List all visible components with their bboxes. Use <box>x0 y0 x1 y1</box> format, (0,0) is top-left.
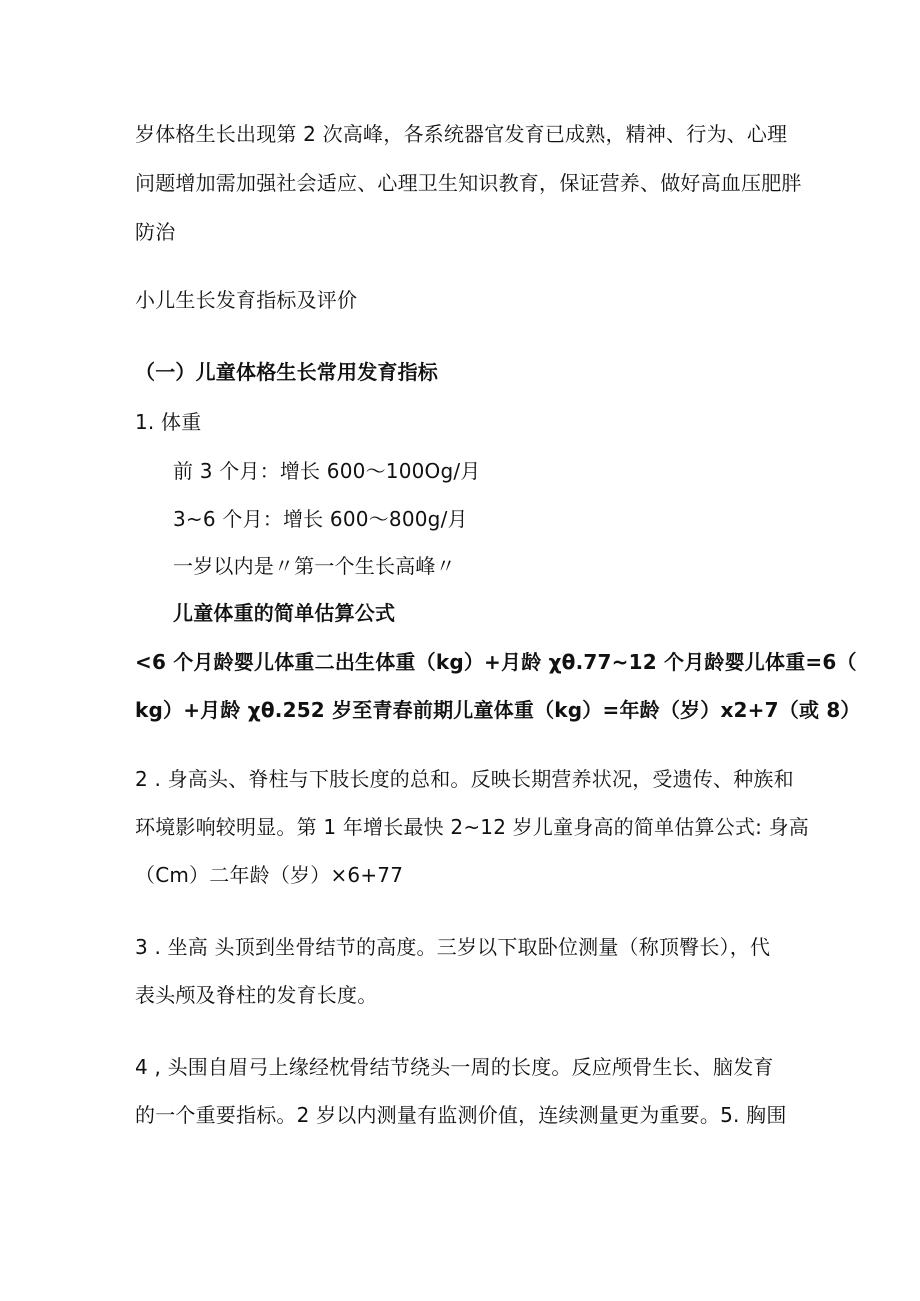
height-line-2: 环境影响较明显。第 1 年增长最快 2~12 岁儿童身高的简单估算公式: 身高 <box>135 815 809 839</box>
weight-item-1: 前 3 个月：增长 600～100Og/月 <box>173 459 481 483</box>
subsection-title: （一）儿童体格生长常用发育指标 <box>135 360 438 384</box>
height-line-1: 2 . 身高头、脊柱与下肢长度的总和。反映长期营养状况，受遗传、种族和 <box>135 767 794 791</box>
weight-formula-line-2: kg）+月龄 χθ.252 岁至青春前期儿童体重（kg）=年龄（岁）x2+7（或 8） <box>135 698 861 722</box>
head-circumference-line-2: 的一个重要指标。2 岁以内测量有监测价值，连续测量更为重要。5. 胸围 <box>135 1103 787 1127</box>
intro-line-1: 岁体格生长出现第 2 次高峰，各系统器官发育已成熟，精神、行为、心理 <box>135 122 788 146</box>
weight-item-2: 3~6 个月：增长 600～800g/月 <box>173 507 468 531</box>
weight-item-3: 一岁以内是〃第一个生长高峰〃 <box>173 554 456 578</box>
intro-line-3: 防治 <box>135 220 176 244</box>
weight-heading: 1. 体重 <box>135 410 202 434</box>
weight-formula-line-1: <6 个月龄婴儿体重二出生体重（kg）+月龄 χθ.77~12 个月龄婴儿体重=6（ <box>135 650 857 674</box>
section-title: 小儿生长发育指标及评价 <box>135 288 358 312</box>
weight-formula-title: 儿童体重的简单估算公式 <box>173 601 396 625</box>
height-line-3: （Cm）二年龄（岁）×6+77 <box>135 863 404 887</box>
head-circumference-line-1: 4 , 头围自眉弓上缘经枕骨结节绕头一周的长度。反应颅骨生长、脑发育 <box>135 1055 774 1079</box>
sitting-height-line-1: 3 . 坐高 头顶到坐骨结节的高度。三岁以下取卧位测量（称顶臀长），代 <box>135 935 771 959</box>
sitting-height-line-2: 表头颅及脊柱的发育长度。 <box>135 983 378 1007</box>
intro-line-2: 问题增加需加强社会适应、心理卫生知识教育，保证营养、做好高血压肥胖 <box>135 171 802 195</box>
